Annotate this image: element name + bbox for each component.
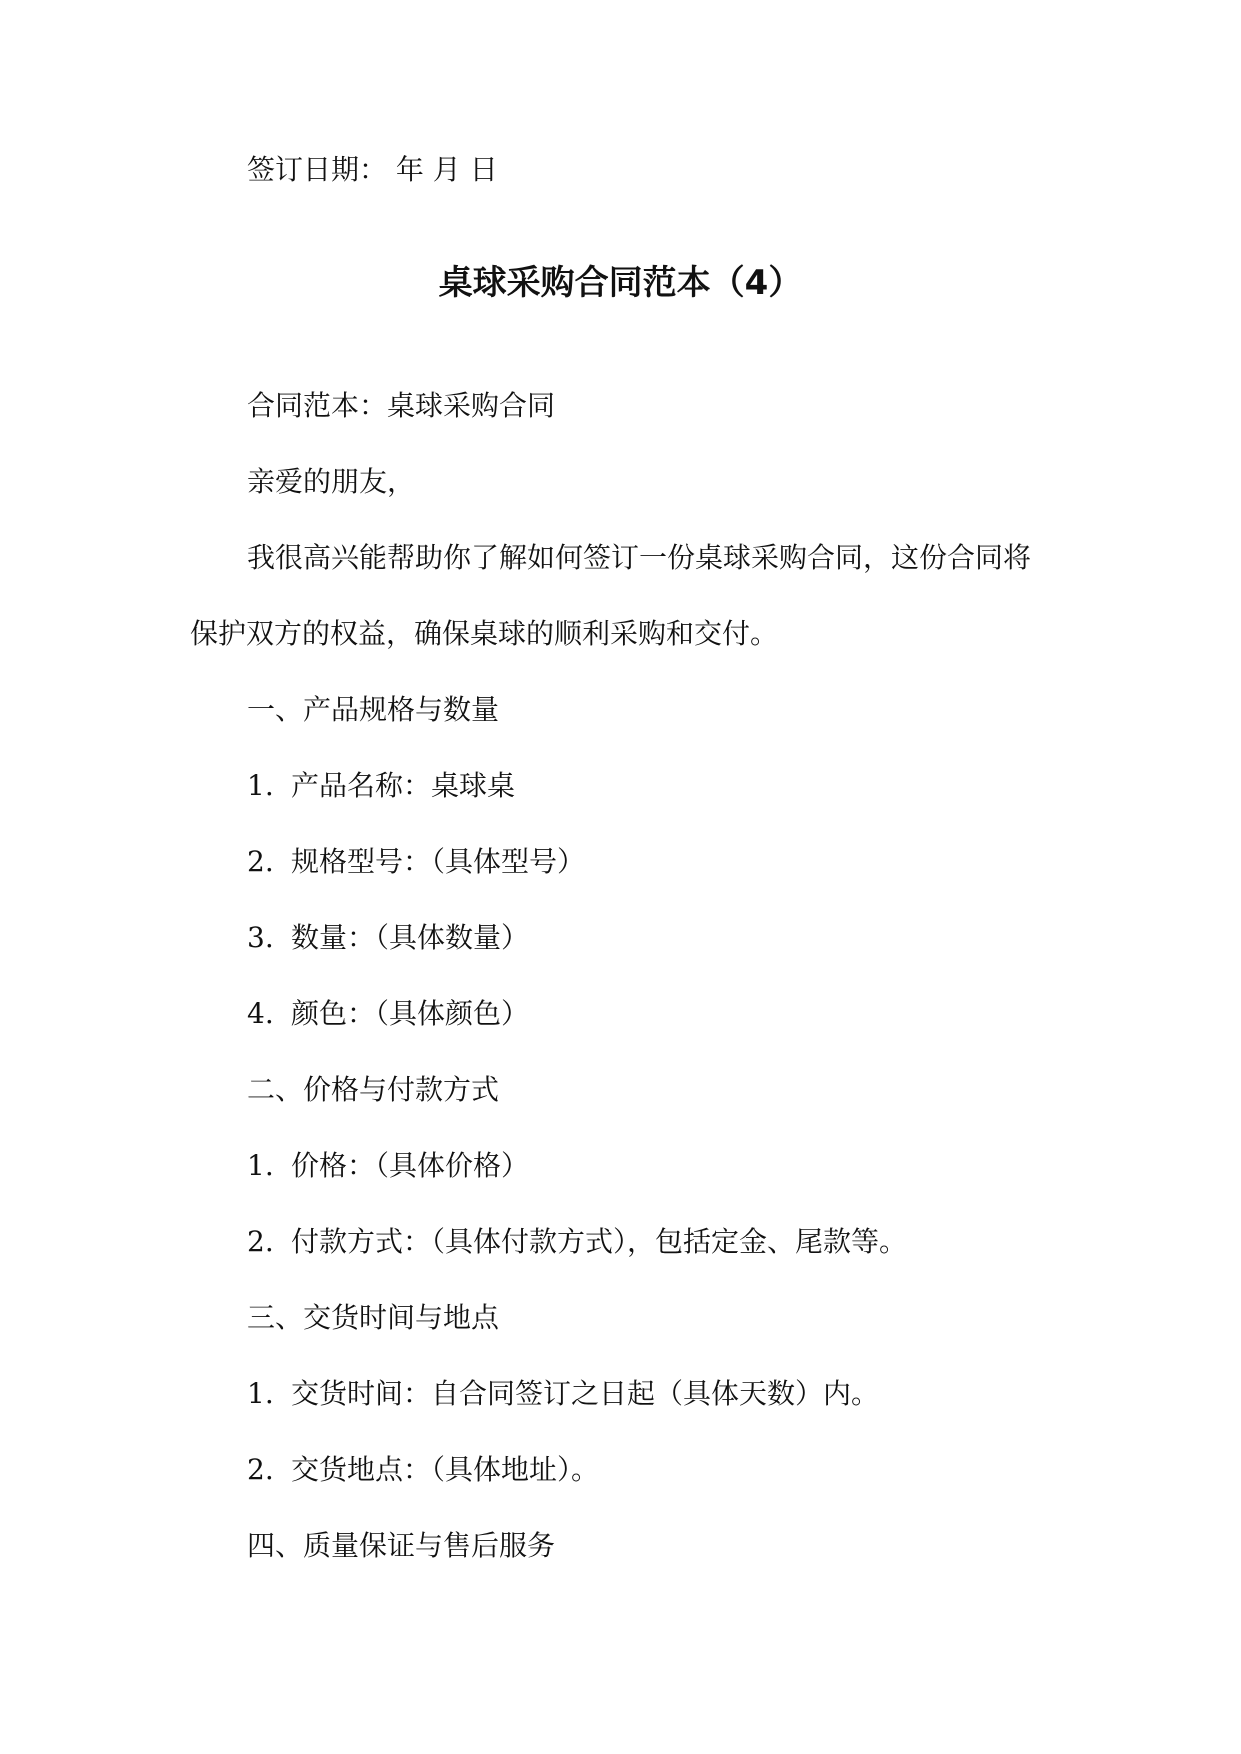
list-item-number: 1. xyxy=(247,1149,274,1182)
list-item-text: 交货时间：自合同签订之日起（具体天数）内。 xyxy=(291,1377,880,1410)
list-item xyxy=(247,1374,879,1414)
list-item xyxy=(247,766,515,806)
list-item-text: 规格型号：（具体型号） xyxy=(291,845,586,878)
section-heading-1: 一、产品规格与数量 xyxy=(247,693,500,726)
list-item xyxy=(247,842,585,882)
list-item-text: 付款方式：（具体付款方式），包括定金、尾款等。 xyxy=(291,1225,908,1258)
list-item-number: 1. xyxy=(247,1377,274,1410)
list-item-number: 4. xyxy=(247,997,274,1030)
list-item-number: 3. xyxy=(247,921,274,954)
greeting: 亲爱的朋友， xyxy=(247,465,416,498)
list-item xyxy=(247,1146,529,1186)
section-heading-3: 三、交货时间与地点 xyxy=(247,1301,500,1334)
list-item xyxy=(247,918,529,958)
list-item xyxy=(247,994,529,1034)
list-item-text: 产品名称：桌球桌 xyxy=(291,769,516,802)
list-item xyxy=(247,1450,599,1490)
intro-paragraph-line-2: 保护双方的权益，确保桌球的顺利采购和交付。 xyxy=(190,617,779,650)
section-heading-4: 四、质量保证与售后服务 xyxy=(247,1529,556,1562)
list-item-number: 2. xyxy=(247,1453,274,1486)
list-item-text: 数量：（具体数量） xyxy=(291,921,530,954)
list-item-text: 价格：（具体价格） xyxy=(291,1149,530,1182)
list-item-number: 2. xyxy=(247,1225,274,1258)
list-item-number: 1. xyxy=(247,769,274,802)
list-item xyxy=(247,1222,907,1262)
document-title: 桌球采购合同范本（4） xyxy=(438,263,803,303)
list-item-number: 2. xyxy=(247,845,274,878)
intro-paragraph-line-1: 我很高兴能帮助你了解如何签订一份桌球采购合同，这份合同将 xyxy=(247,541,1032,574)
sign-date-line: 签订日期： 年 月 日 xyxy=(247,153,498,186)
list-item-text: 交货地点：（具体地址）。 xyxy=(291,1453,600,1486)
section-heading-2: 二、价格与付款方式 xyxy=(247,1073,500,1106)
template-label: 合同范本：桌球采购合同 xyxy=(247,389,556,422)
list-item-text: 颜色：（具体颜色） xyxy=(291,997,530,1030)
